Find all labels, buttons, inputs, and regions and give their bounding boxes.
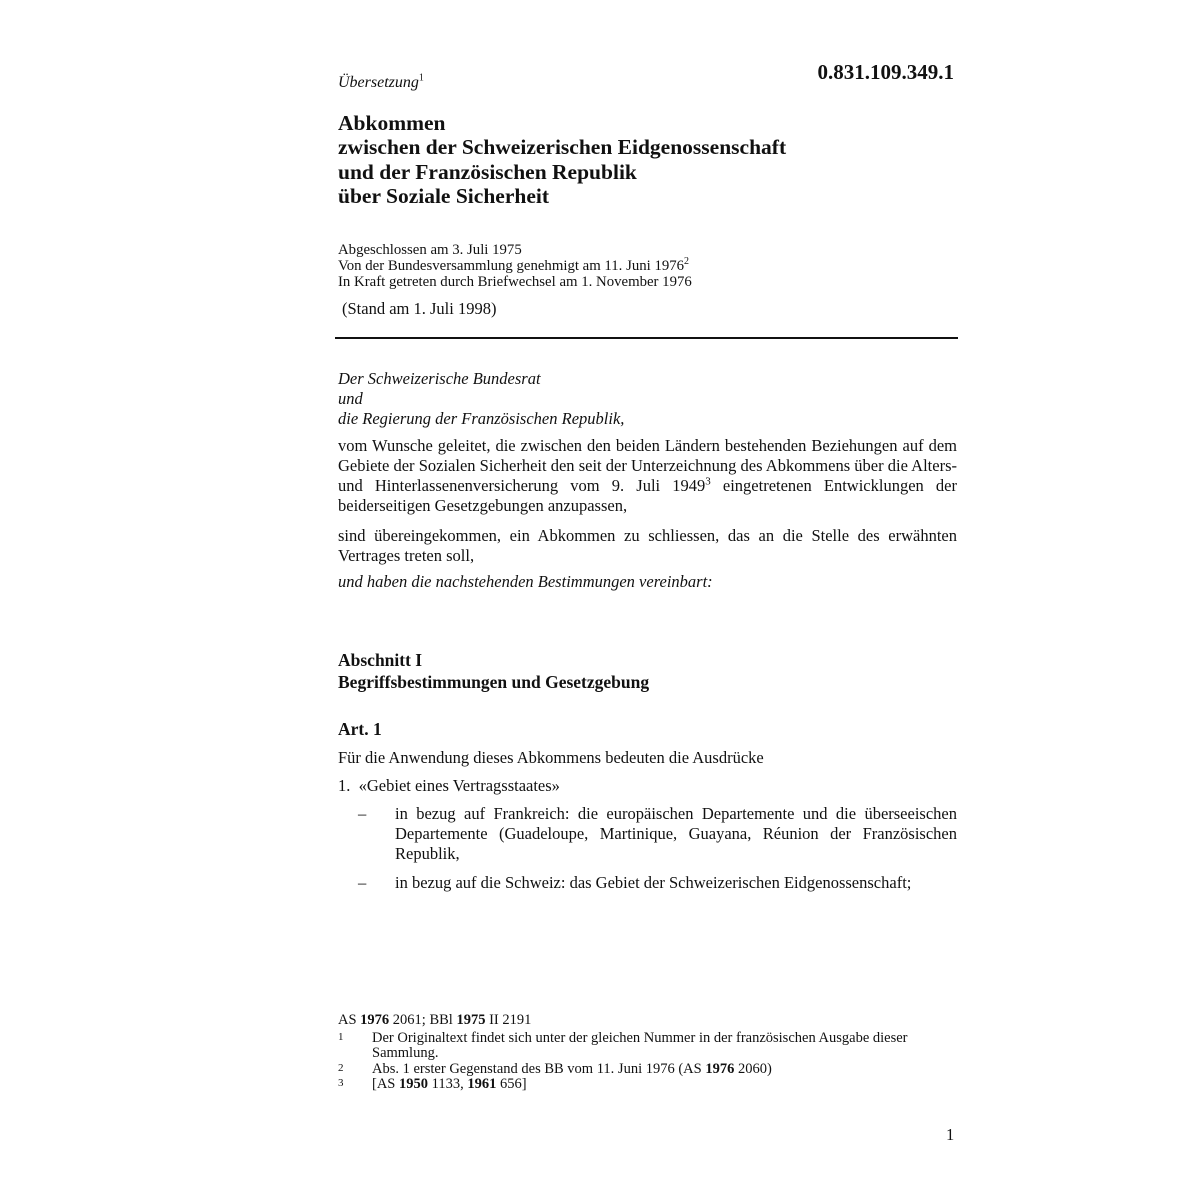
footnote-3-number: 3 [338,1077,344,1089]
list-item [338,804,957,864]
translation-label-text: Übersetzung [338,74,419,91]
section-heading [338,650,649,693]
title-line-1: Abkommen [338,111,446,135]
source-reference [338,1013,958,1029]
title-line-3: und der Französischen Republik [338,159,637,184]
footnotes [338,1013,958,1093]
article-item-1: 1. «Gebiet eines Vertragsstaates» [338,776,560,795]
footnote-ref-1[interactable]: 1 [418,72,424,84]
party-switzerland: Der Schweizerische Bundesrat [338,369,541,388]
source-as-year: 1976 [360,1012,390,1028]
translation-label [338,74,424,92]
source-bbl-page: II 2191 [485,1012,532,1028]
section-label: Abschnitt I [338,650,423,670]
list-dash: – [358,873,367,892]
preamble-paragraph-1-text-a: vom Wunsche geleitet, die zwischen den beiden Ländern bestehenden Beziehungen auf dem Gebiete der Sozialen Sicherheit den seit der Unterzeichnung des Abkommens über die Alters- und Hinterlassenenversicherung vom 9. Juli 1949 [338,436,957,495]
footnote-2 [338,1062,958,1078]
footnote-3 [338,1077,958,1093]
footnote-2-text-b: 2060) [734,1060,772,1077]
list-dash: – [358,804,367,823]
list-item-switzerland: in bezug auf die Schweiz: das Gebiet der Schweizerischen Eidgenossenschaft; [395,873,912,892]
footnote-1-number: 1 [338,1030,344,1043]
approval-date-text: Von der Bundesversammlung genehmigt am 11. Juni 1976 [338,258,685,274]
preamble-paragraph-1-text-b: eingetretenen Entwicklungen der beiderseitigen Gesetzgebungen anzupassen, [338,476,957,515]
in-force-date: In Kraft getreten durch Briefwechsel am 1. November 1976 [338,274,692,290]
footnote-ref-3[interactable]: 3 [705,475,711,488]
preamble-paragraph-3: und haben die nachstehenden Bestimmungen vereinbart: [338,572,713,591]
preamble-paragraph-1 [338,436,957,516]
approval-date [338,258,692,274]
page-number: 1 [946,1125,955,1144]
preamble-parties [338,369,624,429]
source-as-label: AS [338,1012,361,1028]
document-title [338,111,958,208]
footnote-3-year-1: 1950 [399,1076,428,1092]
party-conjunction: und [338,389,363,408]
footnote-2-text [372,1062,958,1078]
document-metadata [338,242,692,290]
horizontal-rule [335,337,958,339]
footnote-2-year: 1976 [705,1060,735,1077]
preamble-paragraph-2: sind übereingekommen, ein Abkommen zu schliessen, das an die Stelle des erwähnten Vertrages treten soll, [338,526,957,565]
list-item-france: in bezug auf Frankreich: die europäischen Departemente und die überseeischen Departemente (Guadeloupe, Martinique, Guayana, Réunion der Französischen Republik, [395,804,957,863]
footnote-3-year-2: 1961 [467,1076,497,1092]
footnote-2-text-a: Abs. 1 erster Gegenstand des BB vom 11. Juni 1976 (AS [372,1060,706,1077]
concluded-date: Abgeschlossen am 3. Juli 1975 [338,242,522,258]
footnote-3-text-b: 1133, [428,1076,468,1092]
party-france: die Regierung der Französischen Republik, [338,409,625,428]
status-date: (Stand am 1. Juli 1998) [342,299,497,318]
source-bbl-year: 1975 [456,1012,486,1028]
source-as-page: 2061; BBl [389,1012,457,1028]
footnote-1 [338,1031,958,1062]
footnote-3-text-c: 656] [496,1076,527,1092]
footnote-2-number: 2 [338,1061,344,1074]
list-item [338,873,957,893]
article-label: Art. 1 [338,719,382,739]
footnote-ref-2[interactable]: 2 [684,256,690,268]
title-line-4: über Soziale Sicherheit [338,183,550,208]
sr-number: 0.831.109.349.1 [817,60,954,84]
footnote-1-text: Der Originaltext findet sich unter der gleichen Nummer in der französischen Ausgabe dieser Sammlung. [372,1029,908,1061]
section-title: Begriffsbestimmungen und Gesetzgebung [338,671,650,692]
title-line-2: zwischen der Schweizerischen Eidgenossenschaft [338,135,787,160]
footnote-3-text-a: [AS [372,1076,399,1092]
article-intro: Für die Anwendung dieses Abkommens bedeuten die Ausdrücke [338,748,764,767]
footnote-3-text [372,1077,958,1093]
